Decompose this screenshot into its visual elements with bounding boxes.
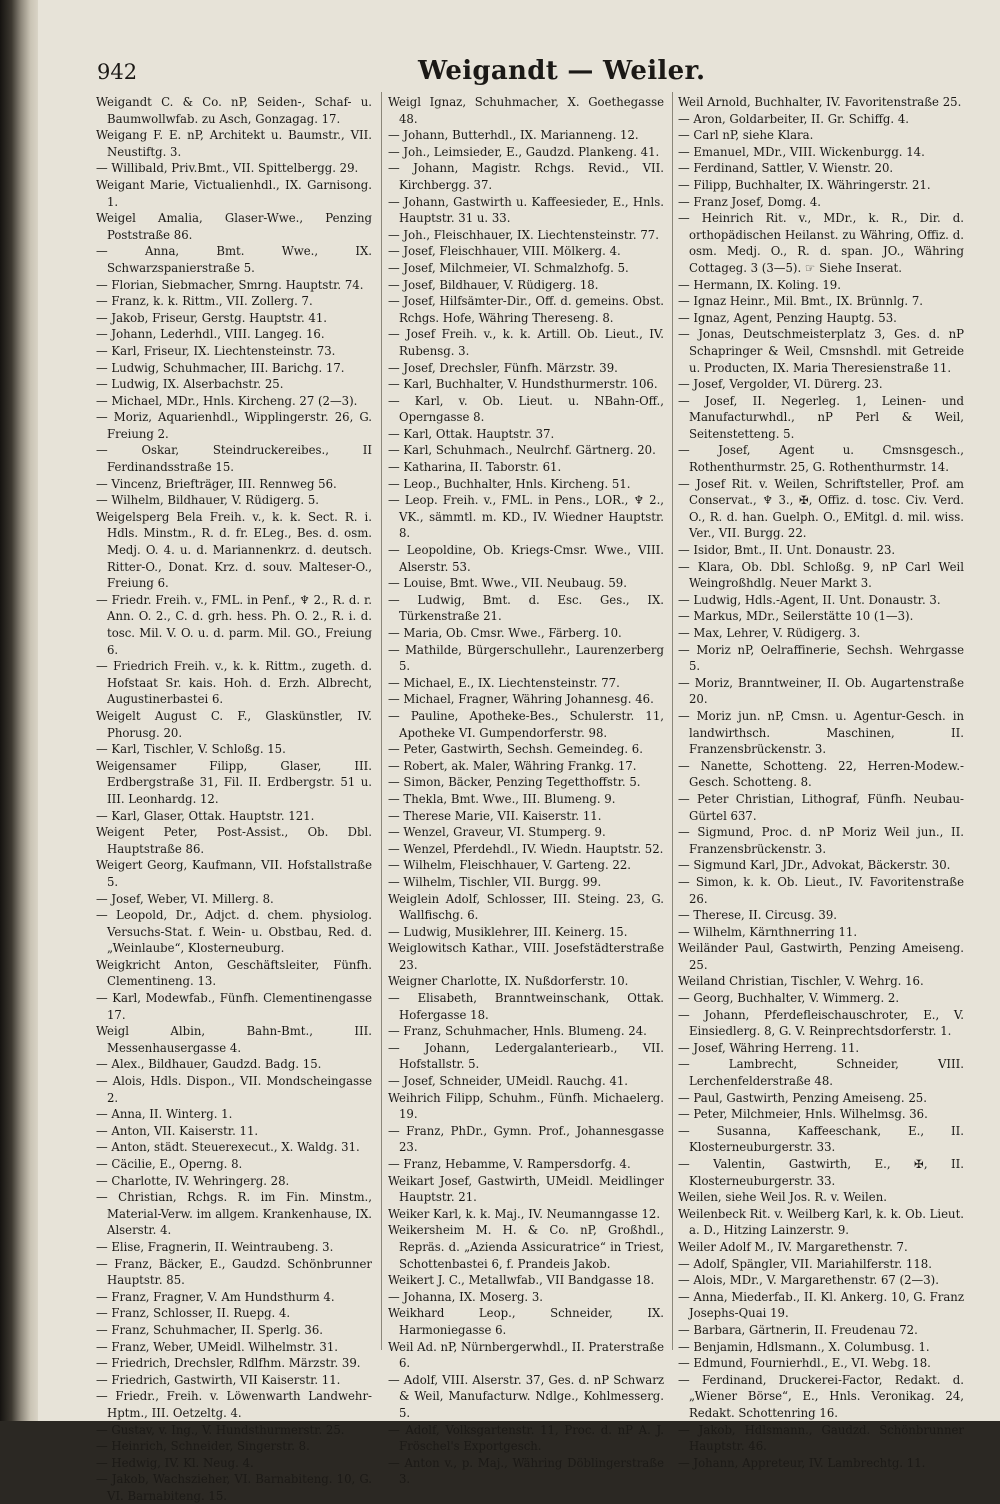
directory-entry: — Jonas, Deutschmeisterplatz 3, Ges. d. nP Schapringer & Weil, Cmsnshdl. mit Getreide u. Producten, IX. Maria Theresienstraße 11. [678, 327, 964, 375]
directory-entry: — Emanuel, MDr., VIII. Wickenburgg. 14. [678, 144, 925, 159]
directory-entry: — Ludwig, Musiklehrer, III. Keinerg. 15. [388, 924, 628, 939]
column-3 [678, 94, 964, 1470]
directory-entry: — Barbara, Gärtnerin, II. Freudenau 72. [678, 1322, 918, 1337]
directory-entry: — Josef, Agent u. Cmsnsgesch., Rothenthurmstr. 25, G. Rothenthurmstr. 14. [678, 443, 964, 475]
directory-entry: — Moriz nP, Oelraffinerie, Sechsh. Wehrgasse 5. [678, 642, 964, 674]
directory-entry: — Ignaz Heinr., Mil. Bmt., IX. Brünnlg. 7. [678, 294, 924, 309]
directory-entry: — Karl, Ottak. Hauptstr. 37. [388, 426, 555, 441]
directory-entry: — Franz, Hebamme, V. Rampersdorfg. 4. [388, 1157, 631, 1171]
directory-entry: — Gustav, v. Ing., V. Hundsthurmerstr. 25. [96, 1422, 345, 1437]
directory-entry: — Jakob, Wachszieher, VI. Barnabiteng. 10, G. VI. Barnabiteng. 15. [96, 1472, 372, 1503]
directory-entry: — Sigmund, Proc. d. nP Moriz Weil jun., II. Franzensbrückenstr. 3. [678, 825, 964, 856]
directory-entry: — Valentin, Gastwirth, E., ✠, II. Klosterneuburgerstr. 33. [678, 1157, 964, 1188]
directory-entry: — Leop., Buchhalter, Hnls. Kircheng. 51. [388, 476, 631, 491]
directory-entry: — Franz, k. k. Rittm., VII. Zollerg. 7. [96, 294, 313, 309]
directory-entry: — Franz, Schuhmacher, Hnls. Blumeng. 24. [388, 1024, 647, 1039]
directory-entry: — Moriz jun. nP, Cmsn. u. Agentur-Gesch. in landwirthsch. Maschinen, II. Franzensbrückenstr. 3. [678, 708, 964, 757]
directory-entry: Weiland Christian, Tischler, V. Wehrg. 16. [678, 974, 924, 989]
directory-entry: — Leop. Freih. v., FML. in Pens., LOR., ♆ 2., VK., sämmtl. m. KD., IV. Wiedner Hauptstr. 8. [388, 493, 664, 541]
directory-entry: — Ludwig, IX. Alserbachstr. 25. [96, 377, 284, 392]
directory-entry: — Adolf, Volksgartenstr. 11, Proc. d. nP A. J. Fröschel's Exportgesch. [388, 1422, 664, 1454]
directory-entry: — Hedwig, IV. Kl. Neug. 4. [96, 1455, 254, 1470]
directory-entry: — Filipp, Buchhalter, IX. Währingerstr. 21. [678, 177, 931, 192]
directory-entry: Weigelt August C. F., Glaskünstler, IV. Phorusg. 20. [96, 708, 372, 740]
directory-entry: Weigent Peter, Post-Assist., Ob. Dbl. Hauptstraße 86. [96, 825, 372, 856]
directory-entry: Weigensamer Filipp, Glaser, III. Erdbergstraße 31, Fil. II. Erdbergstr. 51 u. III. Leonhardg. 12. [96, 758, 372, 806]
directory-entry: — Friedrich, Drechsler, Rdlfhm. Märzstr. 39. [96, 1356, 361, 1371]
running-head: Weigandt — Weiler. [418, 56, 706, 86]
directory-entry: — Paul, Gastwirth, Penzing Ameiseng. 25. [678, 1090, 927, 1105]
directory-entry: — Sigmund Karl, JDr., Advokat, Bäckerstr. 30. [678, 858, 951, 873]
directory-entry: — Ferdinand, Sattler, V. Wienstr. 20. [678, 161, 894, 176]
directory-entry: — Josef, Vergolder, VI. Dürerg. 23. [678, 377, 883, 392]
directory-entry: — Therese Marie, VII. Kaiserstr. 11. [388, 808, 602, 823]
directory-entry: — Ludwig, Schuhmacher, III. Barichg. 17. [96, 360, 345, 375]
directory-entry: — Robert, ak. Maler, Währing Frankg. 17. [388, 758, 637, 773]
directory-entry: — Nanette, Schotteng. 22, Herren-Modew.-Gesch. Schotteng. 8. [678, 758, 964, 790]
directory-entry: — Lambrecht, Schneider, VIII. Lerchenfelderstraße 48. [678, 1057, 964, 1089]
directory-entry: — Josef, Währing Herreng. 11. [678, 1040, 860, 1055]
directory-entry: Weikart Josef, Gastwirth, UMeidl. Meidlinger Hauptstr. 21. [388, 1173, 664, 1205]
directory-entry: — Cäcilie, E., Operng. 8. [96, 1157, 243, 1171]
directory-entry: Weikersheim M. H. & Co. nP, Großhdl., Repräs. d. „Azienda Assicuratrice“ in Triest, Schottenbastei 6, f. Prandeis Jakob. [388, 1223, 664, 1271]
directory-entry: — Franz, Schuhmacher, II. Sperlg. 36. [96, 1322, 323, 1337]
directory-entry: — Josef Rit. v. Weilen, Schriftsteller, Prof. am Conservat., ♆ 3., ✠, Offiz. d. tosc. Civ. Verd. O., R. d. han. Guelph. O., EMitgl. d. mil. wiss. Ver., VII. Burgg. 22. [678, 476, 964, 541]
directory-entry: Weigant Marie, Victualienhdl., IX. Garnisong. 1. [96, 177, 372, 209]
directory-entry: — Pauline, Apotheke-Bes., Schulerstr. 11, Apotheke VI. Gumpendorferstr. 98. [388, 708, 664, 740]
directory-entry: — Markus, MDr., Seilerstätte 10 (1—3). [678, 609, 914, 624]
directory-entry: — Joh., Leimsieder, E., Gaudzd. Plankeng. 41. [388, 144, 660, 159]
directory-entry: — Karl, Schuhmach., Neulrchf. Gärtnerg. 20. [388, 443, 656, 458]
directory-entry: — Karl, Friseur, IX. Liechtensteinstr. 73. [96, 343, 336, 358]
directory-entry: — Josef, II. Negerleg. 1, Leinen- und Manufacturwhdl., nP Perl & Weil, Seitenstetteng. 5. [678, 393, 964, 441]
column-2 [388, 94, 664, 1487]
directory-entry: Weiländer Paul, Gastwirth, Penzing Ameiseng. 25. [678, 941, 964, 972]
directory-entry: — Anna, II. Winterg. 1. [96, 1107, 233, 1122]
directory-entry: Weigel Amalia, Glaser-Wwe., Penzing Poststraße 86. [96, 211, 372, 242]
directory-entry: — Johann, Ledergalanteriearb., VII. Hofstallstr. 5. [388, 1040, 664, 1072]
directory-entry: — Josef, Weber, VI. Millerg. 8. [96, 891, 274, 906]
directory-entry: — Hermann, IX. Koling. 19. [678, 277, 841, 292]
directory-entry: — Karl, Buchhalter, V. Hundsthurmerstr. 106. [388, 377, 658, 392]
directory-entry: Weikert J. C., Metallwfab., VII Bandgasse 18. [388, 1273, 655, 1288]
directory-entry: — Ignaz, Agent, Penzing Hauptg. 53. [678, 310, 897, 325]
directory-entry: — Josef Freih. v., k. k. Artill. Ob. Lieut., IV. Rubensg. 3. [388, 327, 664, 358]
directory-entry: — Wilhelm, Bildhauer, V. Rüdigerg. 5. [96, 493, 320, 508]
directory-entry: Weigang F. E. nP, Architekt u. Baumstr., VII. Neustiftg. 3. [96, 128, 372, 159]
column-rule [381, 92, 382, 1350]
directory-entry: — Katharina, II. Taborstr. 61. [388, 460, 562, 475]
directory-entry: Weil Arnold, Buchhalter, IV. Favoritenstraße 25. [678, 95, 962, 109]
directory-entry: — Joh., Fleischhauer, IX. Liechtensteinstr. 77. [388, 227, 659, 242]
directory-entry: — Franz, Fragner, V. Am Hundsthurm 4. [96, 1289, 335, 1304]
directory-entry: — Johann, Magistr. Rchgs. Revid., VII. Kirchbergg. 37. [388, 161, 664, 192]
directory-entry: Weihrich Filipp, Schuhm., Fünfh. Michaelerg. 19. [388, 1090, 664, 1122]
directory-entry: — Georg, Buchhalter, V. Wimmerg. 2. [678, 991, 900, 1006]
directory-entry: — Johann, Gastwirth u. Kaffeesieder, E., Hnls. Hauptstr. 31 u. 33. [388, 194, 664, 226]
directory-entry: — Josef, Drechsler, Fünfh. Märzstr. 39. [388, 360, 618, 375]
directory-entry: — Anna, Bmt. Wwe., IX. Schwarzspanierstraße 5. [96, 244, 372, 275]
directory-entry: — Josef, Schneider, UMeidl. Rauchg. 41. [388, 1074, 629, 1089]
directory-entry: — Moriz, Branntweiner, II. Ob. Augartenstraße 20. [678, 675, 964, 707]
directory-entry: Weigert Georg, Kaufmann, VII. Hofstallstraße 5. [96, 858, 372, 889]
directory-entry: — Karl, Tischler, V. Schloßg. 15. [96, 742, 286, 757]
column-1 [96, 94, 372, 1503]
directory-entry: — Anton, städt. Steuerexecut., X. Waldg. 31. [96, 1140, 360, 1155]
directory-entry: Weilenbeck Rit. v. Weilberg Karl, k. k. Ob. Lieut. a. D., Hitzing Lainzerstr. 9. [678, 1206, 964, 1238]
directory-entry: Weigl Ignaz, Schuhmacher, X. Goethegasse 48. [388, 95, 664, 126]
directory-entry: Weigner Charlotte, IX. Nußdorferstr. 10. [388, 974, 629, 989]
directory-entry: — Isidor, Bmt., II. Unt. Donaustr. 23. [678, 543, 896, 558]
directory-entry: — Florian, Siebmacher, Smrng. Hauptstr. 74. [96, 277, 364, 292]
directory-entry: — Anton, VII. Kaiserstr. 11. [96, 1123, 259, 1138]
directory-entry: — Franz Josef, Domg. 4. [678, 194, 821, 209]
directory-entry: — Peter, Gastwirth, Sechsh. Gemeindeg. 6. [388, 742, 643, 757]
directory-entry: — Ludwig, Hdls.-Agent, II. Unt. Donaustr. 3. [678, 592, 941, 607]
directory-entry: — Ferdinand, Druckerei-Factor, Redakt. d. „Wiener Börse“, E., Hnls. Veronikag. 24, Redakt. Schottenring 16. [678, 1372, 964, 1420]
directory-entry: — Jakob, Friseur, Gerstg. Hauptstr. 41. [96, 310, 328, 325]
directory-entry: — Alex., Bildhauer, Gaudzd. Badg. 15. [96, 1057, 322, 1072]
directory-entry: — Franz, Weber, UMeidl. Wilhelmstr. 31. [96, 1339, 338, 1354]
directory-entry: — Leopold, Dr., Adjct. d. chem. physiolog. Versuchs-Stat. f. Wein- u. Obstbau, Red. d. „Weinlaube“, Klosterneuburg. [96, 908, 372, 956]
directory-entry: — Franz, PhDr., Gymn. Prof., Johannesgasse 23. [388, 1123, 664, 1155]
directory-entry: — Aron, Goldarbeiter, II. Gr. Schiffg. 4. [678, 111, 909, 126]
directory-entry: — Adolf, Spängler, VII. Mariahilferstr. 118. [678, 1256, 932, 1271]
directory-entry: — Simon, Bäcker, Penzing Tegetthoffstr. 5. [388, 775, 641, 790]
directory-entry: — Karl, Modewfab., Fünfh. Clementinengasse 17. [96, 991, 372, 1022]
directory-entry: — Alois, Hdls. Dispon., VII. Mondscheingasse 2. [96, 1074, 372, 1105]
directory-entry: — Johann, Butterhdl., IX. Marianneng. 12. [388, 128, 639, 143]
directory-entry: — Johann, Lederhdl., VIII. Langeg. 16. [96, 327, 325, 342]
directory-entry: — Benjamin, Hdlsmann., X. Columbusg. 1. [678, 1339, 930, 1354]
directory-entry: — Ludwig, Bmt. d. Esc. Ges., IX. Türkenstraße 21. [388, 592, 664, 624]
book-gutter [0, 0, 38, 1421]
directory-entry: — Edmund, Fournierhdl., E., VI. Webg. 18. [678, 1356, 931, 1371]
directory-entry: Weigandt C. & Co. nP, Seiden-, Schaf- u. Baumwollwfab. zu Asch, Gonzagag. 17. [96, 95, 372, 126]
directory-entry: Weil Ad. nP, Nürnbergerwhdl., II. Praterstraße 6. [388, 1339, 664, 1371]
directory-entry: — Carl nP, siehe Klara. [678, 128, 814, 143]
directory-entry: — Susanna, Kaffeeschank, E., II. Klosterneuburgerstr. 33. [678, 1123, 964, 1155]
directory-entry: — Thekla, Bmt. Wwe., III. Blumeng. 9. [388, 791, 616, 806]
directory-entry: — Anna, Miederfab., II. Kl. Ankerg. 10, G. Franz Josephs-Quai 19. [678, 1289, 964, 1321]
directory-entry: — Josef, Milchmeier, VI. Schmalzhofg. 5. [388, 260, 629, 275]
directory-entry: Weigl Albin, Bahn-Bmt., III. Messenhausergasse 4. [96, 1024, 372, 1055]
directory-entry: — Franz, Bäcker, E., Gaudzd. Schönbrunner Hauptstr. 85. [96, 1256, 372, 1288]
directory-entry: — Christian, Rchgs. R. im Fin. Minstm., Material-Verw. im allgem. Krankenhause, IX. Alserstr. 4. [96, 1190, 372, 1238]
directory-entry: — Wilhelm, Kärnthnerring 11. [678, 924, 858, 939]
directory-entry: — Josef, Fleischhauer, VIII. Mölkerg. 4. [388, 244, 621, 259]
directory-entry: — Adolf, VIII. Alserstr. 37, Ges. d. nP Schwarz & Weil, Manufacturw. Ndlge., Kohlmesserg. 5. [388, 1372, 664, 1420]
directory-entry: — Elisabeth, Branntweinschank, Ottak. Hofergasse 18. [388, 991, 664, 1022]
directory-entry: — Oskar, Steindruckereibes., II Ferdinandsstraße 15. [96, 443, 372, 475]
directory-entry: Weigkricht Anton, Geschäftsleiter, Fünfh. Clementineng. 13. [96, 957, 372, 989]
directory-entry: Weiler Adolf M., IV. Margarethenstr. 7. [678, 1239, 908, 1254]
directory-entry: — Michael, E., IX. Liechtensteinstr. 77. [388, 675, 620, 690]
column-rule [672, 92, 673, 1350]
directory-entry: — Alois, MDr., V. Margarethenstr. 67 (2—3). [678, 1273, 939, 1288]
directory-entry: — Mathilde, Bürgerschullehr., Laurenzerberg 5. [388, 642, 664, 674]
directory-entry: — Anton v., p. Maj., Währing Döblingerstraße 3. [388, 1455, 664, 1487]
page-number: 942 [97, 60, 138, 84]
directory-entry: — Johanna, IX. Moserg. 3. [388, 1289, 544, 1304]
directory-entry: — Heinrich Rit. v., MDr., k. R., Dir. d. orthopädischen Heilanst. zu Währing, Offiz. d. osm. Medj. O., R. d. span. JO., Währing Cottageg. 3 (3—5). ☞ Siehe Inserat. [678, 211, 964, 275]
directory-entry: — Friedrich, Gastwirth, VII Kaiserstr. 11. [96, 1372, 341, 1387]
directory-entry: — Josef, Hilfsämter-Dir., Off. d. gemeins. Obst. Rchgs. Hofe, Währing Thereseng. 8. [388, 294, 664, 325]
directory-entry: — Friedr., Freih. v. Löwenwarth Landwehr-Hptm., III. Oetzeltg. 4. [96, 1389, 372, 1420]
directory-entry: — Karl, v. Ob. Lieut. u. NBahn-Off., Operngasse 8. [388, 393, 664, 425]
directory-entry: — Louise, Bmt. Wwe., VII. Neubaug. 59. [388, 576, 627, 591]
directory-entry: — Michael, MDr., Hnls. Kircheng. 27 (2—3). [96, 393, 358, 408]
directory-entry: Weilen, siehe Weil Jos. R. v. Weilen. [678, 1190, 887, 1205]
directory-page [38, 0, 1000, 1503]
directory-entry: — Johann, Appreteur, IV. Lambrechtg. 11. [678, 1455, 926, 1470]
directory-entry: — Peter, Milchmeier, Hnls. Wilhelmsg. 36. [678, 1107, 928, 1122]
directory-entry: — Josef, Bildhauer, V. Rüdigerg. 18. [388, 277, 599, 292]
directory-entry: — Friedrich Freih. v., k. k. Rittm., zugeth. d. Hofstaat Sr. kais. Hoh. d. Erzh. Albrecht, Augustinerbastei 6. [96, 659, 372, 707]
directory-entry: — Friedr. Freih. v., FML. in Penf., ♆ 2., R. d. r. Ann. O. 2., C. d. grh. hess. Ph. O. 2., R. i. d. tosc. Mil. V. O. u. d. parm. Mil. GO., Freiung 6. [96, 592, 372, 657]
directory-entry: Weiker Karl, k. k. Maj., IV. Neumanngasse 12. [388, 1206, 661, 1221]
directory-entry: — Wilhelm, Tischler, VII. Burgg. 99. [388, 874, 602, 889]
directory-entry: Weiglein Adolf, Schlosser, III. Steing. 23, G. Wallfischg. 6. [388, 891, 664, 923]
directory-entry: — Johann, Pferdefleischauschroter, E., V. Einsiedlerg. 8, G. V. Reinprechtsdorferstr. 1. [678, 1007, 964, 1039]
directory-entry: — Charlotte, IV. Wehringerg. 28. [96, 1173, 290, 1188]
directory-entry: — Maria, Ob. Cmsr. Wwe., Färberg. 10. [388, 626, 622, 640]
directory-entry: — Michael, Fragner, Währing Johannesg. 46. [388, 692, 654, 707]
directory-entry: — Simon, k. k. Ob. Lieut., IV. Favoritenstraße 26. [678, 874, 964, 906]
directory-entry: — Max, Lehrer, V. Rüdigerg. 3. [678, 626, 861, 640]
directory-entry: — Franz, Schlosser, II. Ruepg. 4. [96, 1306, 291, 1321]
directory-entry: — Willibald, Priv.Bmt., VII. Spittelbergg. 29. [96, 161, 359, 176]
directory-entry: — Wenzel, Graveur, VI. Stumperg. 9. [388, 825, 606, 840]
directory-entry: — Heinrich, Schneider, Singerstr. 8. [96, 1439, 310, 1454]
directory-entry: — Vincenz, Briefträger, III. Rennweg 56. [96, 476, 337, 491]
directory-entry: Weiglowitsch Kathar., VIII. Josefstädterstraße 23. [388, 941, 664, 972]
directory-entry: — Wilhelm, Fleischhauer, V. Garteng. 22. [388, 858, 631, 873]
directory-entry: — Klara, Ob. Dbl. Schloßg. 9, nP Carl Weil Weingroßhdlg. Neuer Markt 3. [678, 559, 964, 591]
directory-entry: — Jakob, Hdlsmann., Gaudzd. Schönbrunner Hauptstr. 46. [678, 1422, 964, 1454]
directory-entry: — Moriz, Aquarienhdl., Wipplingerstr. 26, G. Freiung 2. [96, 410, 372, 441]
directory-entry: — Peter Christian, Lithograf, Fünfh. Neubau-Gürtel 637. [678, 791, 964, 823]
directory-entry: — Leopoldine, Ob. Kriegs-Cmsr. Wwe., VIII. Alserstr. 53. [388, 543, 664, 574]
directory-entry: — Wenzel, Pferdehdl., IV. Wiedn. Hauptstr. 52. [388, 841, 664, 856]
directory-entry: — Elise, Fragnerin, II. Weintraubeng. 3. [96, 1239, 334, 1254]
directory-entry: — Karl, Glaser, Ottak. Hauptstr. 121. [96, 808, 315, 823]
directory-entry: Weikhard Leop., Schneider, IX. Harmoniegasse 6. [388, 1306, 664, 1337]
directory-entry: — Therese, II. Circusg. 39. [678, 908, 837, 923]
directory-entry: Weigelsperg Bela Freih. v., k. k. Sect. R. i. Hdls. Minstm., R. d. fr. ELeg., Bes. d. osm. Medj. O. 4. u. d. Mariannenkrz. d. deutsch. Ritter-O., Donat. Krz. d. souv. Malteser-O., Freiung 6. [96, 509, 372, 591]
